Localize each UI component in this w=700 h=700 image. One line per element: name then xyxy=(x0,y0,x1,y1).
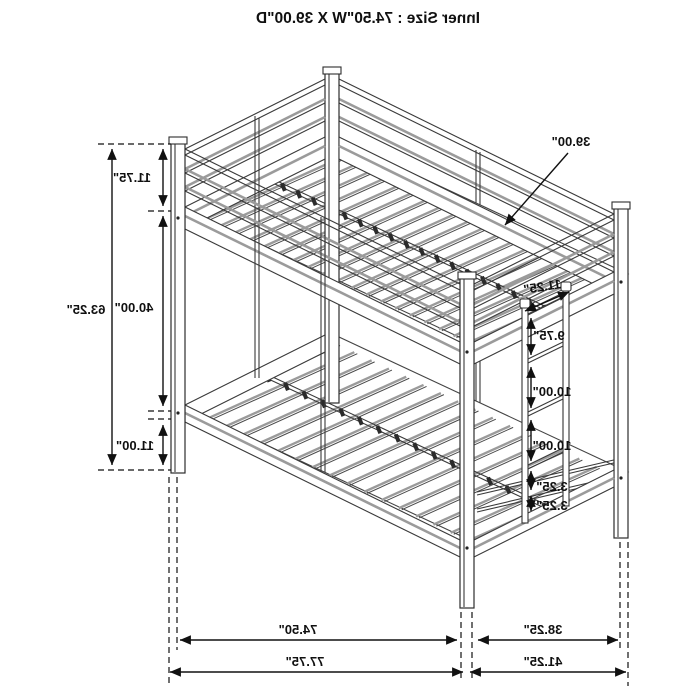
dim-label-inner-length: 74.50" xyxy=(278,622,318,637)
front-left-post-cap xyxy=(169,137,187,144)
dim-label-ladder-gap-mid1: 10.00" xyxy=(532,384,572,399)
dim-label-between-bunks: 40.00" xyxy=(114,300,154,315)
dim-label-inner-depth-bottom: 38.25" xyxy=(523,622,563,637)
front-right-post xyxy=(460,278,474,608)
dim-label-overall-depth: 41.25" xyxy=(523,654,563,669)
dim-label-floor-clearance: 11.00" xyxy=(116,438,154,453)
back-right-post xyxy=(614,208,628,538)
dim-label-overall-height: 63.25" xyxy=(66,302,106,317)
front-left-post xyxy=(171,143,185,473)
ladder-hook-left xyxy=(520,299,530,308)
front-right-post-cap xyxy=(458,272,476,279)
dim-label-guardrail-height: 11.75" xyxy=(113,170,151,185)
back-right-post-cap xyxy=(612,202,630,209)
dim-label-ladder-gap-low1: 3.25" xyxy=(536,479,568,494)
dim-label-ladder-gap-mid2: 10.00" xyxy=(532,438,572,453)
dim-label-ladder-gap-top: 9.75" xyxy=(533,328,565,343)
dim-label-ladder-width: 11.25" xyxy=(522,276,563,297)
back-left-post-cap xyxy=(323,67,341,74)
dim-label-overall-length: 77.75" xyxy=(285,654,325,669)
dim-label-top-inner-depth: 39.00" xyxy=(551,134,591,149)
diagram-title: Inner Size : 74.50"W X 39.00"D xyxy=(255,10,481,27)
dim-label-ladder-gap-low2: 3.25" xyxy=(536,498,568,513)
